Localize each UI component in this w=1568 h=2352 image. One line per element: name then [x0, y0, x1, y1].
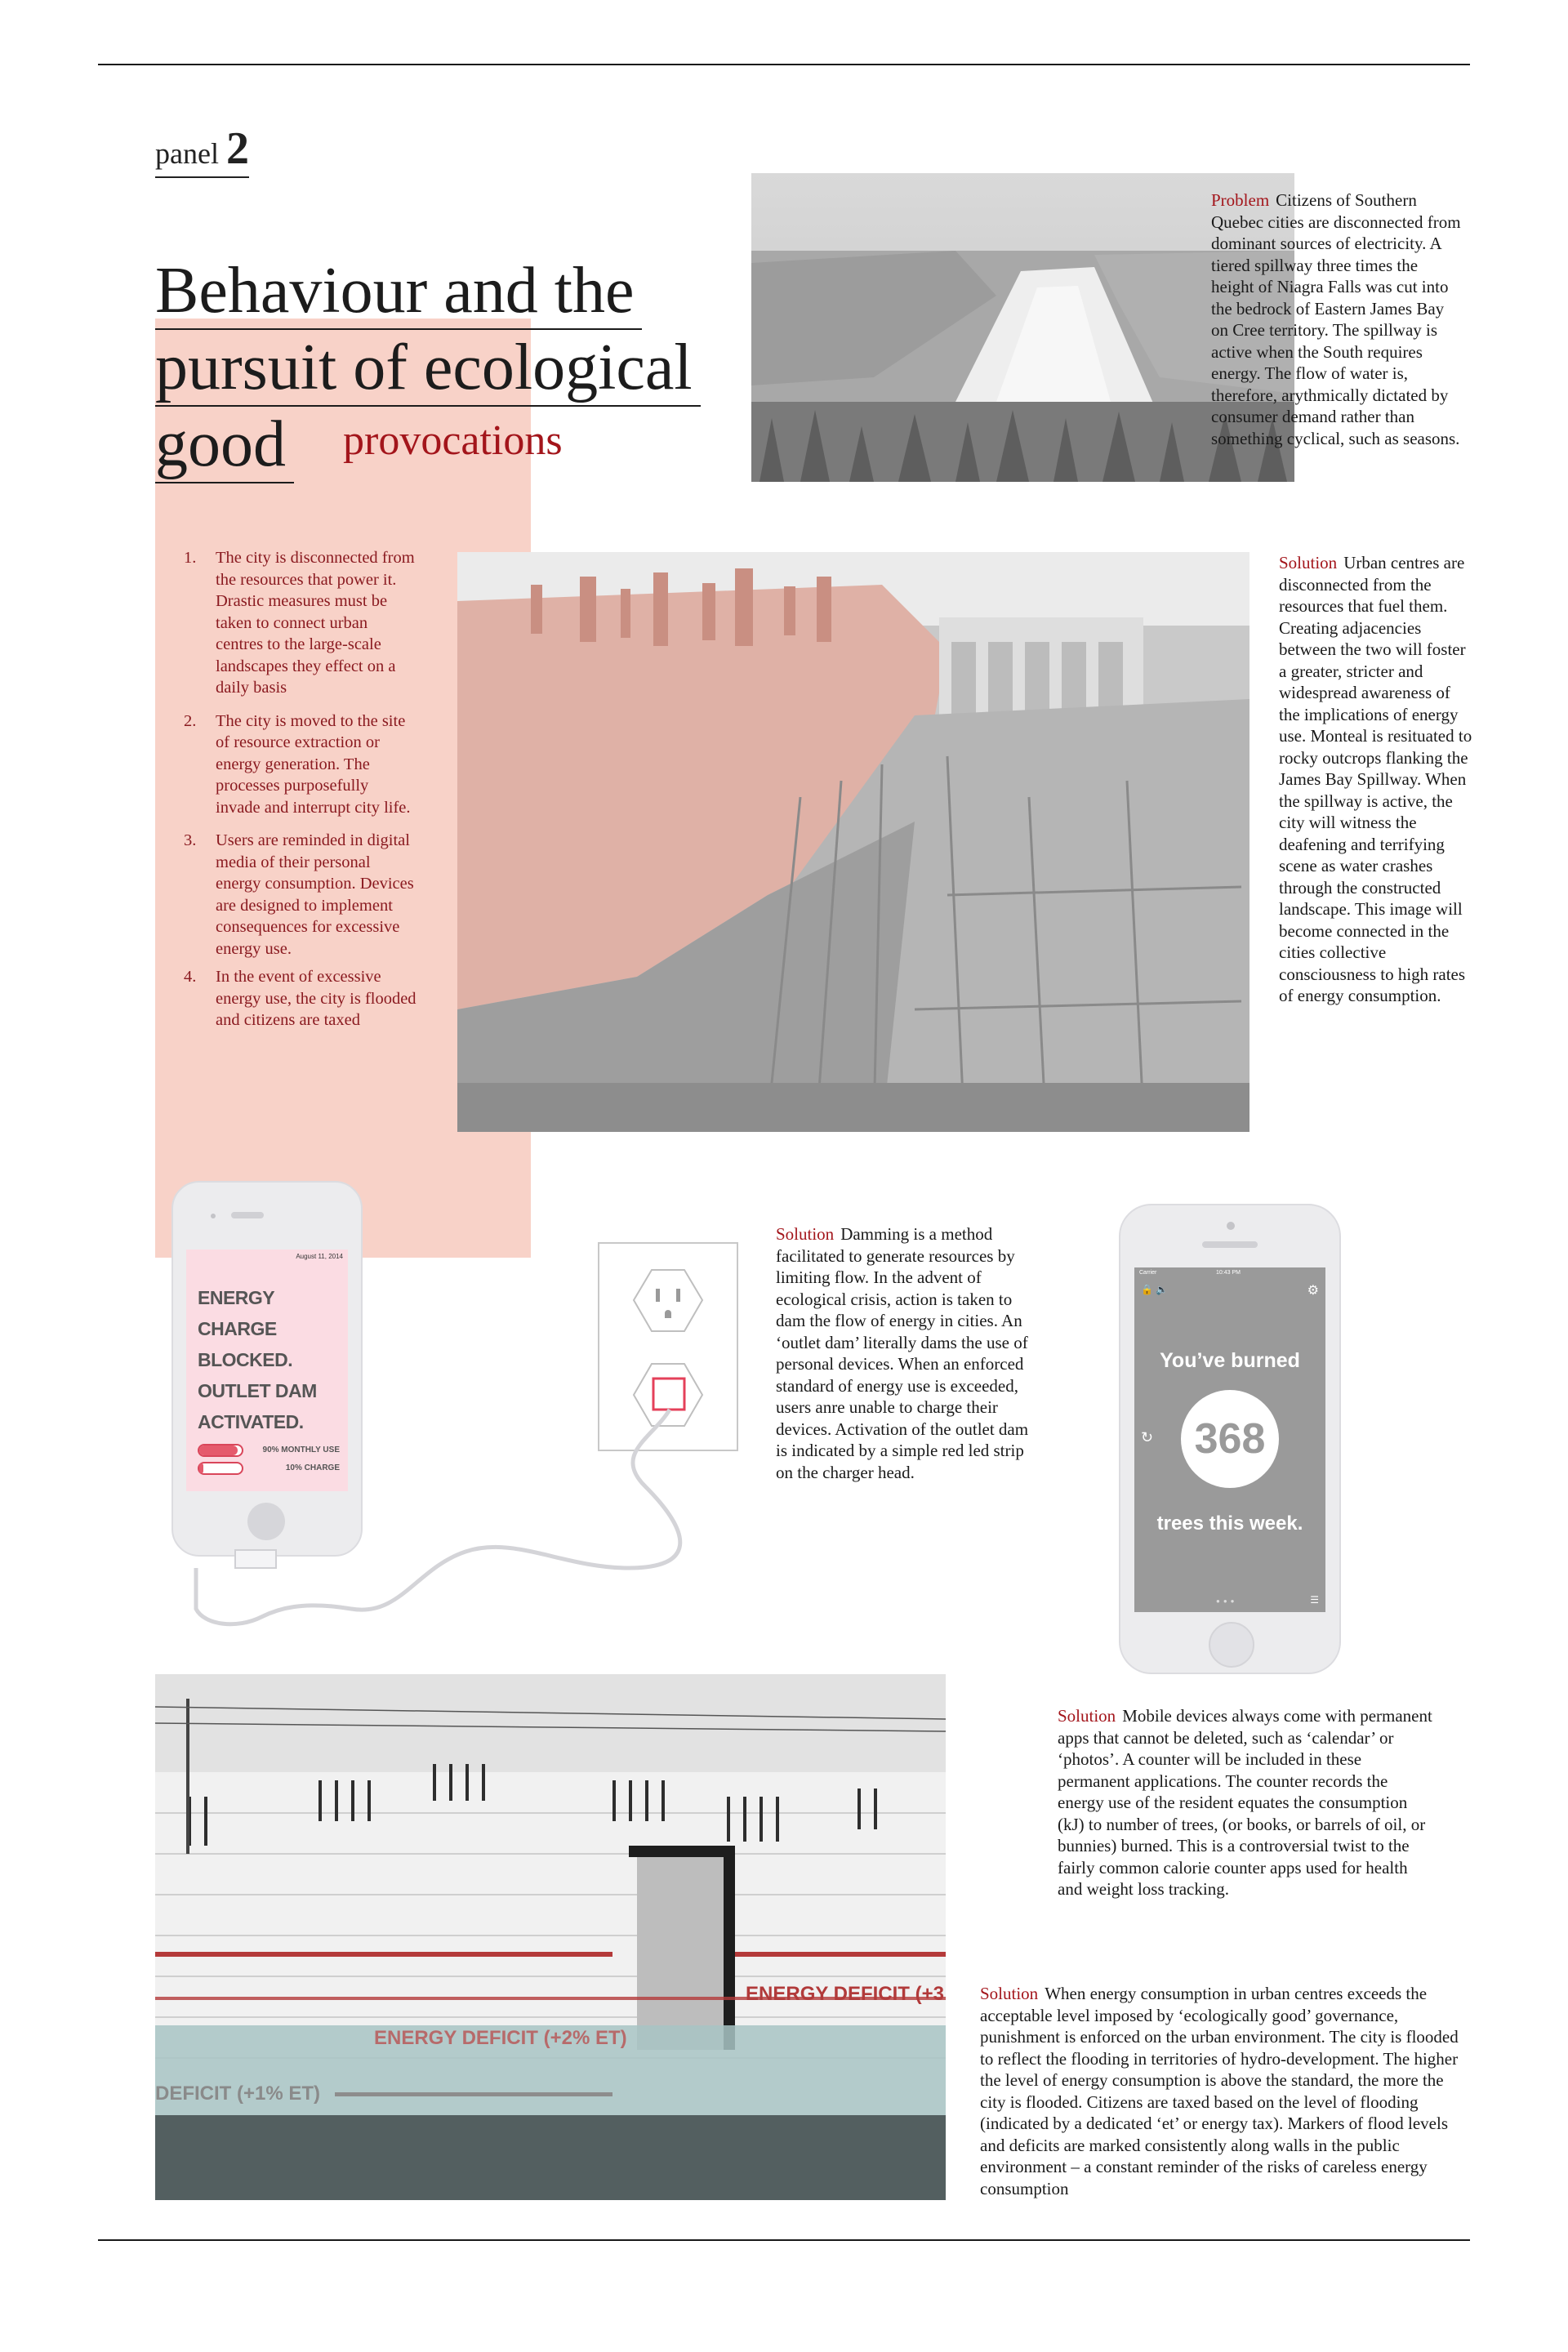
refresh-icon[interactable]: ↻ [1141, 1429, 1154, 1446]
solution-2-label: Solution [776, 1224, 835, 1244]
message-line: ACTIVATED. [198, 1411, 304, 1432]
title-line-1: Behaviour and the [155, 253, 642, 330]
home-button [1209, 1622, 1254, 1668]
monthly-use-label: 90% MONTHLY USE [262, 1446, 340, 1454]
phone-camera [211, 1214, 216, 1218]
subtitle-provocations: provocations [343, 417, 563, 464]
list-item-number: 3. [184, 831, 197, 849]
city-spillway-collage [457, 552, 1250, 1132]
phone-speaker [231, 1212, 264, 1218]
energy-deficit-marker-3: ENERGY DEFICIT (+3 [746, 1983, 944, 2005]
solution-1-label: Solution [1279, 553, 1338, 572]
list-item [172, 547, 416, 699]
flooded-wall-photo [155, 1674, 946, 2200]
volume-icon: 🔈 [1156, 1284, 1168, 1295]
phone-camera [1227, 1222, 1235, 1230]
list-item-text: The city is disconnected from the resources that power it. Drastic measures must be taken to connect urban centres to the large-scale landscapes they effect on a daily basis [216, 549, 415, 697]
list-item-text: The city is moved to the site of resource extraction or energy generation. The processes purposefully invade and interrupt city life. [216, 711, 411, 817]
list-item [172, 966, 416, 1031]
charge-label: 10% CHARGE [285, 1463, 340, 1472]
top-rule [98, 64, 1470, 65]
energy-deficit-marker-2: ENERGY DEFICIT (+2% ET) [374, 2027, 627, 2049]
solution-1-text: Urban centres are disconnected from the resources that fuel them. Creating adjacencies between the two will foster a greater, stricter and widespread awareness of the implications of energy use. Monteal is resituated to rocky outcrops flanking the James Bay Spillway. When the spillway is active, the city will witness the deafening and terrifying scene as water crashes through the constructed landscape. This image will become connected in the cities collective consciousness to high rates of energy consumption. [1279, 553, 1472, 1005]
status-time: 10:43 PM [1216, 1270, 1241, 1276]
gear-icon[interactable]: ⚙ [1307, 1284, 1319, 1298]
panel-word: panel [155, 137, 219, 170]
list-item-number: 4. [184, 968, 197, 986]
energy-deficit-marker-1: DEFICIT (+1% ET) [155, 2082, 321, 2105]
problem-label: Problem [1211, 190, 1270, 210]
title-line-2: pursuit of ecological [155, 330, 701, 407]
solution-2-paragraph [776, 1223, 1029, 1483]
deficit-line-1 [335, 2092, 612, 2096]
list-item-text: Users are reminded in digital media of their personal energy consumption. Devices are designed to implement consequences for excessive energy use. [216, 831, 414, 958]
burn-count: 368 [1194, 1415, 1266, 1463]
provocations-list [172, 547, 416, 1031]
outlet-and-cable [172, 1225, 743, 1650]
list-item [172, 830, 416, 960]
solution-3-text: Mobile devices always come with permanent apps that cannot be deleted, such as ‘calendar’ or ‘photos’. A counter will be included in these permanent applications. The counter records the energy use of the resident equates the consumption (kJ) to number of trees, (or books, or barrels of oil, or bunnies) burned. This is a controversial twist to the fairly common calorie counter apps used for health and weight loss tracking. [1058, 1706, 1432, 1899]
solution-3-label: Solution [1058, 1706, 1116, 1726]
burn-footer: trees this week. [1156, 1512, 1303, 1535]
solution-2-text: Damming is a method facilitated to generate resources by limiting flow. In the advent of ecological crisis, action is taken to dam the flow of energy in cities. An ‘outlet dam’ literally dams the use of personal devices. When an enforced standard of energy use is exceeded, users anre unable to charge their devices. Activation of the outlet dam is indicated by a simple red led strip on the charger head. [776, 1224, 1029, 1482]
bottom-rule [98, 2239, 1470, 2241]
panel-number: 2 [225, 123, 249, 174]
solution-4-paragraph [980, 1983, 1470, 2199]
list-item [172, 710, 416, 819]
solution-3-paragraph [1058, 1705, 1433, 1900]
solution-4-label: Solution [980, 1984, 1039, 2003]
cable-plug [235, 1550, 276, 1568]
phone-speaker [1202, 1241, 1258, 1248]
phone-screen [1134, 1267, 1325, 1612]
page-dots: ●●● [1216, 1597, 1238, 1605]
phone-date: August 11, 2014 [296, 1253, 343, 1260]
message-line: ENERGY CHARGE [198, 1287, 277, 1339]
list-item-text: In the event of excessive energy use, the city is flooded and citizens are taxed [216, 968, 416, 1029]
carrier-label: Carrier [1139, 1270, 1157, 1276]
menu-icon[interactable]: ☰ [1310, 1594, 1319, 1606]
panel-label [155, 122, 249, 178]
counter-circle [1181, 1390, 1279, 1488]
solution-4-text: When energy consumption in urban centres exceeds the acceptable level imposed by ‘ecologically good’ governance, punishment is enforced on the urban environment. The city is flooded to reflect the flooding in territories of hydro-development. The higher the level of energy consumption is above the standard, the more the city is flooded. Citizens are taxed based on the level of flooding (indicated by a dedicated ‘et’ or energy tax). Markers of flood levels and deficits are marked consistently along walls in the public environment – a constant reminder of the risks of careless energy consumption [980, 1984, 1459, 2198]
problem-text: Citizens of Southern Quebec cities are disconnected from dominant sources of electricity. A tiered spillway three times the height of Niagra Falls was cut into the bedrock of Eastern James Bay on Cree territory. The spillway is active when the South requires energy. The flow of water is, therefore, arythmically dictated by consumer demand rather than something cyclical, such as seasons. [1211, 190, 1461, 448]
list-item-number: 1. [184, 549, 197, 567]
title-line-3: good [155, 407, 294, 483]
list-item-number: 2. [184, 711, 197, 730]
problem-paragraph [1211, 189, 1464, 449]
lock-icon: 🔒 [1141, 1284, 1153, 1295]
solution-1-paragraph [1279, 552, 1475, 1007]
phone-burn-counter [1119, 1204, 1341, 1674]
message-line: OUTLET DAM [198, 1380, 317, 1401]
message-line: BLOCKED. [198, 1349, 293, 1370]
burn-headline: You’ve burned [1160, 1349, 1300, 1372]
